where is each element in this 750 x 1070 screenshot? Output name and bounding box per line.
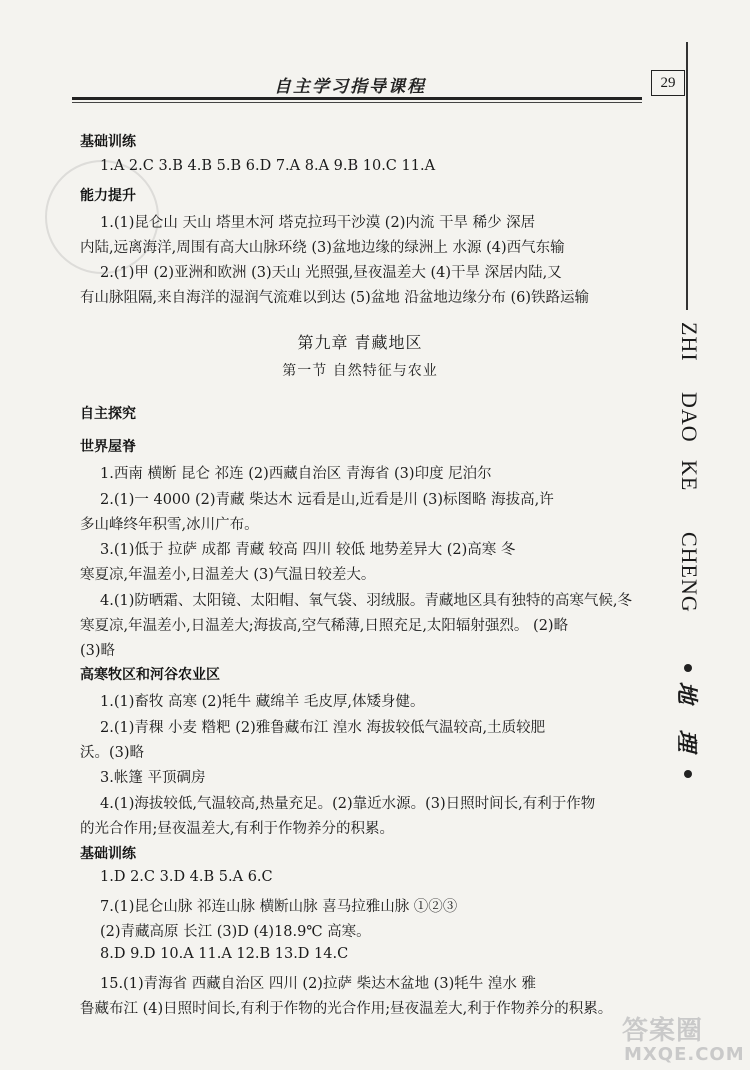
watermark-bottom: MXQE.COM	[624, 1044, 745, 1065]
section-title: 第一节 自然特征与农业	[282, 363, 438, 379]
section-heading: 世界屋脊	[80, 439, 136, 455]
section-heading: 基础训练	[80, 846, 136, 862]
answer-line: 4.(1)防晒霜、太阳镜、太阳帽、氧气袋、羽绒服。青藏地区具有独特的高寒气候,冬	[100, 593, 632, 609]
section-heading: 能力提升	[80, 188, 136, 204]
answer-line: (2)青藏高原 长江 (3)D (4)18.9℃ 高寒。	[100, 924, 371, 940]
chapter-title: 第九章 青藏地区	[297, 333, 423, 352]
answer-line: 3.帐篷 平顶碉房	[100, 770, 206, 786]
answer-line: 2.(1)青稞 小麦 糌粑 (2)雅鲁藏布江 湟水 海拔较低气温较高,土质较肥	[100, 720, 546, 736]
section-heading: 高寒牧区和河谷农业区	[80, 667, 220, 683]
answer-line: 3.(1)低于 拉萨 成都 青藏 较高 四川 较低 地势差异大 (2)高寒 冬	[100, 542, 516, 558]
answer-line-continued: 多山峰终年积雪,冰川广布。	[80, 517, 259, 533]
answer-line-continued: (3)略	[80, 643, 116, 659]
header-title: 自主学习指导课程	[274, 77, 426, 97]
watermark	[618, 1010, 746, 1068]
side-subject-char: 地	[673, 681, 699, 704]
answer-line: 1.(1)畜牧 高寒 (2)牦牛 藏绵羊 毛皮厚,体矮身健。	[100, 694, 425, 710]
answer-line-continued: 内陆,远离海洋,周围有高大山脉环绕 (3)盆地边缘的绿洲上 水源 (4)西气东输	[80, 240, 565, 256]
section-heading: 基础训练	[80, 134, 136, 150]
side-word: CHENG	[677, 532, 702, 613]
answer-line: 2.(1)一 4000 (2)青藏 柴达木 远看是山,近看是川 (3)标图略 海拔高,许	[100, 492, 554, 508]
side-word: DAO	[677, 392, 702, 443]
side-word: KE	[677, 460, 702, 492]
answer-line-continued: 沃。(3)略	[80, 745, 145, 761]
side-word: ZHI	[677, 322, 702, 362]
side-subject-char: 理	[673, 729, 699, 752]
answer-line-continued: 寒夏凉,年温差小,日温差大;海拔高,空气稀薄,日照充足,太阳辐射强烈。 (2)略	[80, 618, 569, 634]
answer-line-continued: 有山脉阻隔,来自海洋的湿润气流难以到达 (5)盆地 沿盆地边缘分布 (6)铁路运输	[80, 290, 590, 306]
header-rule-thin	[72, 102, 642, 103]
header-rule	[72, 97, 642, 100]
answer-line: 15.(1)青海省 西藏自治区 四川 (2)拉萨 柴达木盆地 (3)牦牛 湟水 雅	[100, 976, 536, 992]
answer-line: 1.A 2.C 3.B 4.B 5.B 6.D 7.A 8.A 9.B 10.C 11.A	[100, 158, 436, 174]
answer-line: 1.西南 横断 昆仑 祁连 (2)西藏自治区 青海省 (3)印度 尼泊尔	[100, 466, 492, 482]
answer-line: 7.(1)昆仑山脉 祁连山脉 横断山脉 喜马拉雅山脉 ①②③	[100, 899, 458, 915]
answer-line: 4.(1)海拔较低,气温较高,热量充足。(2)靠近水源。(3)日照时间长,有利于作物	[100, 796, 596, 812]
answer-line-continued: 寒夏凉,年温差小,日温差大 (3)气温日较差大。	[80, 567, 376, 583]
side-dot	[684, 770, 692, 778]
section-heading: 自主探究	[80, 406, 136, 422]
answer-line: 2.(1)甲 (2)亚洲和欧洲 (3)天山 光照强,昼夜温差大 (4)干旱 深居内陆,又	[100, 265, 562, 281]
answer-line-continued: 的光合作用;昼夜温差大,有利于作物养分的积累。	[80, 821, 394, 837]
watermark-top: 答案圈	[622, 1016, 704, 1046]
page-number: 29	[651, 70, 685, 96]
answer-line-continued: 鲁藏布江 (4)日照时间长,有利于作物的光合作用;昼夜温差大,利于作物养分的积累。	[80, 1001, 613, 1017]
answer-line: 1.D 2.C 3.D 4.B 5.A 6.C	[100, 869, 273, 885]
answer-line: 1.(1)昆仑山 天山 塔里木河 塔克拉玛干沙漠 (2)内流 干旱 稀少 深居	[100, 215, 536, 231]
answer-line: 8.D 9.D 10.A 11.A 12.B 13.D 14.C	[100, 946, 349, 962]
